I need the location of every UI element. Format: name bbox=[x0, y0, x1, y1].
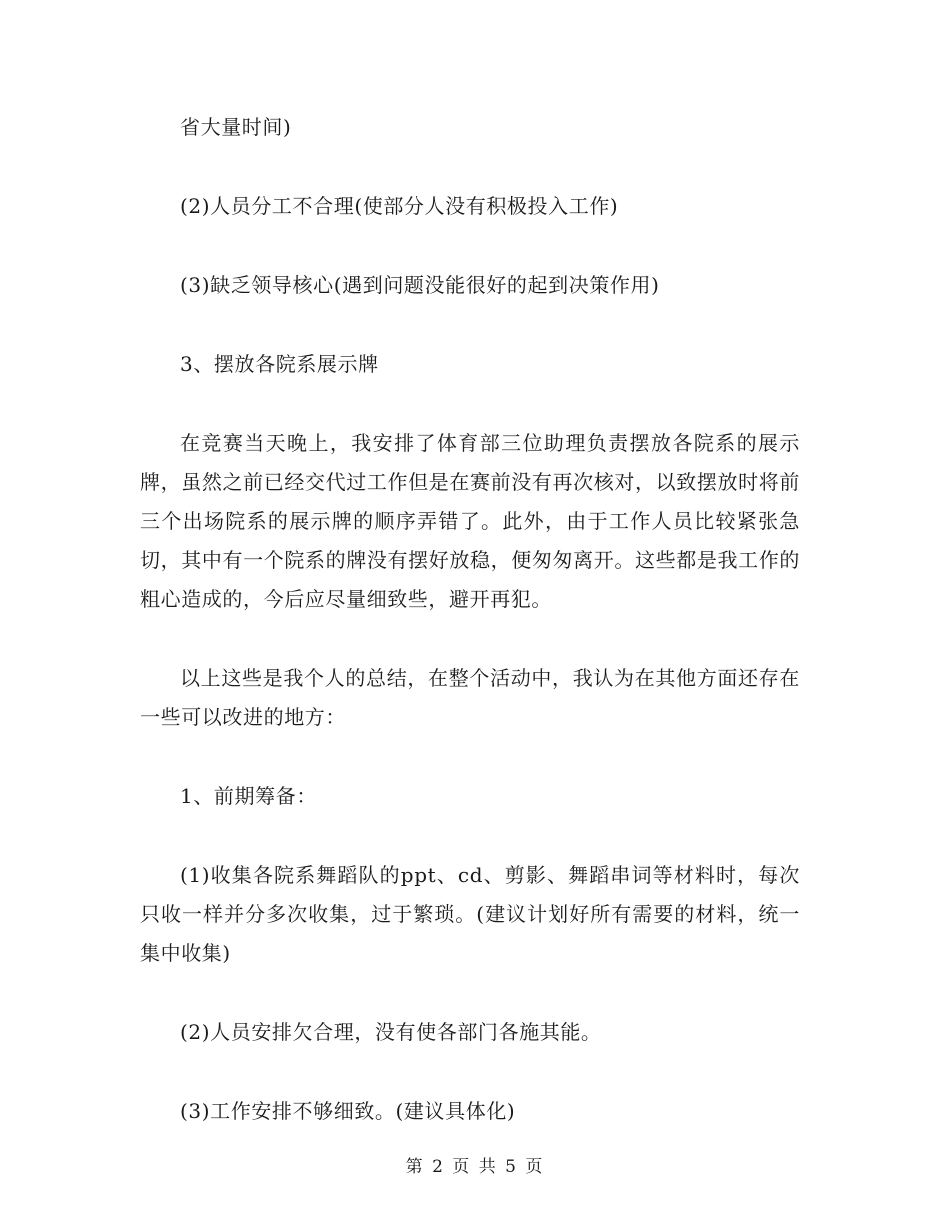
paragraph-staff-division: (2)人员分工不合理(使部分人没有积极投入工作) bbox=[180, 194, 619, 218]
paragraph-arrangement: (3)工作安排不够细致。(建议具体化) bbox=[180, 1099, 516, 1123]
paragraph-leadership: (3)缺乏领导核心(遇到问题没能很好的起到决策作用) bbox=[180, 273, 660, 297]
paragraph-summary: 以上这些是我个人的总结，在整个活动中，我认为在其他方面还存在一些可以改进的地方： bbox=[140, 666, 800, 729]
section-heading-preparation: 1、前期筹备： bbox=[180, 784, 317, 808]
document-body bbox=[140, 108, 800, 1131]
paragraph-display-boards: 在竞赛当天晚上，我安排了体育部三位助理负责摆放各院系的展示牌，虽然之前已经交代过工作但是在赛前没有再次核对，以致摆放时将前三个出场院系的展示牌的顺序弄错了。此外，由于工作人员比较紧张急切，其中有一个院系的牌没有摆好放稳，便匆匆离开。这些都是我工作的粗心造成的，今后应尽量细致些，避开再犯。 bbox=[140, 431, 800, 611]
page-number-footer: 第 2 页 共 5 页 bbox=[405, 1157, 545, 1177]
section-heading-display-boards: 3、摆放各院系展示牌 bbox=[180, 352, 379, 376]
paragraph-materials: (1)收集各院系舞蹈队的ppt、cd、剪影、舞蹈串词等材料时，每次只收一样并分多次收集，过于繁琐。(建议计划好所有需要的材料，统一集中收集) bbox=[140, 863, 800, 965]
paragraph-staffing: (2)人员安排欠合理，没有使各部门各施其能。 bbox=[180, 1020, 602, 1044]
paragraph-continuation: 省大量时间) bbox=[180, 115, 292, 139]
